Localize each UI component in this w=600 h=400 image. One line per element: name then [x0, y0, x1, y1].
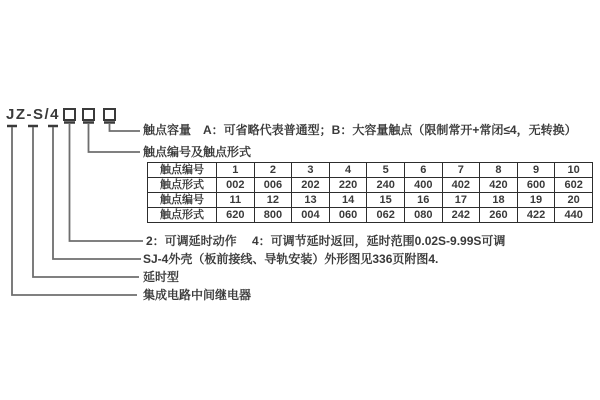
row-header-cell: 触点编号 — [148, 163, 217, 178]
row-header-cell: 触点形式 — [148, 178, 217, 193]
table-cell: 402 — [442, 178, 480, 193]
model-digit-box-1 — [63, 108, 76, 121]
contact-form-table — [147, 162, 593, 223]
table-cell: 18 — [480, 193, 518, 208]
table-cell: 060 — [329, 208, 367, 223]
table-cell: 12 — [254, 193, 292, 208]
table-cell: 062 — [367, 208, 405, 223]
table-cell: 16 — [404, 193, 442, 208]
model-digit-box-2 — [82, 108, 95, 121]
table-cell: 240 — [367, 178, 405, 193]
contact-table-body — [148, 163, 593, 223]
table-cell: 5 — [367, 163, 405, 178]
table-cell: 440 — [555, 208, 593, 223]
table-cell: 3 — [292, 163, 330, 178]
table-cell: 080 — [404, 208, 442, 223]
leader-delay-type — [33, 127, 139, 277]
table-cell: 2 — [254, 163, 292, 178]
table-cell: 10 — [555, 163, 593, 178]
table-cell: 800 — [254, 208, 292, 223]
table-cell: 602 — [555, 178, 593, 193]
table-cell: 13 — [292, 193, 330, 208]
table-cell: 7 — [442, 163, 480, 178]
table-cell: 202 — [292, 178, 330, 193]
model-code: JZ-S/4 — [6, 106, 61, 123]
table-cell: 220 — [329, 178, 367, 193]
row-header-cell: 触点形式 — [148, 208, 217, 223]
table-cell: 600 — [517, 178, 555, 193]
table-row — [148, 193, 593, 208]
leader-delay-action — [70, 123, 144, 241]
table-row — [148, 163, 593, 178]
label-contact-capacity: 触点容量 A：可省略代表普通型；B：大容量触点（限制常开+常闭≤4，无转换） — [143, 123, 577, 137]
label-delay-action: 2：可调延时动作 4：可调节延时返回，延时范围0.02S-9.99S可调 — [146, 234, 506, 248]
label-relay-family: 集成电路中间继电器 — [143, 288, 252, 302]
table-cell: 002 — [217, 178, 255, 193]
table-row — [148, 178, 593, 193]
table-cell: 422 — [517, 208, 555, 223]
table-cell: 14 — [329, 193, 367, 208]
table-cell: 260 — [480, 208, 518, 223]
table-cell: 8 — [480, 163, 518, 178]
leader-relay-family — [12, 127, 137, 295]
table-cell: 4 — [329, 163, 367, 178]
table-cell: 1 — [217, 163, 255, 178]
table-row — [148, 208, 593, 223]
label-enclosure: SJ-4外壳（板前接线、导轨安装）外形图见336页附图4. — [143, 252, 439, 266]
table-cell: 11 — [217, 193, 255, 208]
leader-contact-capacity — [110, 123, 141, 131]
label-contact-number-form: 触点编号及触点形式 — [143, 145, 252, 159]
table-cell: 006 — [254, 178, 292, 193]
row-header-cell: 触点编号 — [148, 193, 217, 208]
leader-contact-number-form — [89, 123, 141, 152]
label-delay-type: 延时型 — [143, 270, 180, 284]
table-cell: 400 — [404, 178, 442, 193]
table-cell: 620 — [217, 208, 255, 223]
table-cell: 9 — [517, 163, 555, 178]
model-digit-box-3 — [103, 108, 116, 121]
table-cell: 242 — [442, 208, 480, 223]
table-cell: 420 — [480, 178, 518, 193]
table-cell: 20 — [555, 193, 593, 208]
table-cell: 15 — [367, 193, 405, 208]
table-cell: 17 — [442, 193, 480, 208]
leader-enclosure — [53, 127, 141, 259]
table-cell: 19 — [517, 193, 555, 208]
table-cell: 004 — [292, 208, 330, 223]
table-cell: 6 — [404, 163, 442, 178]
